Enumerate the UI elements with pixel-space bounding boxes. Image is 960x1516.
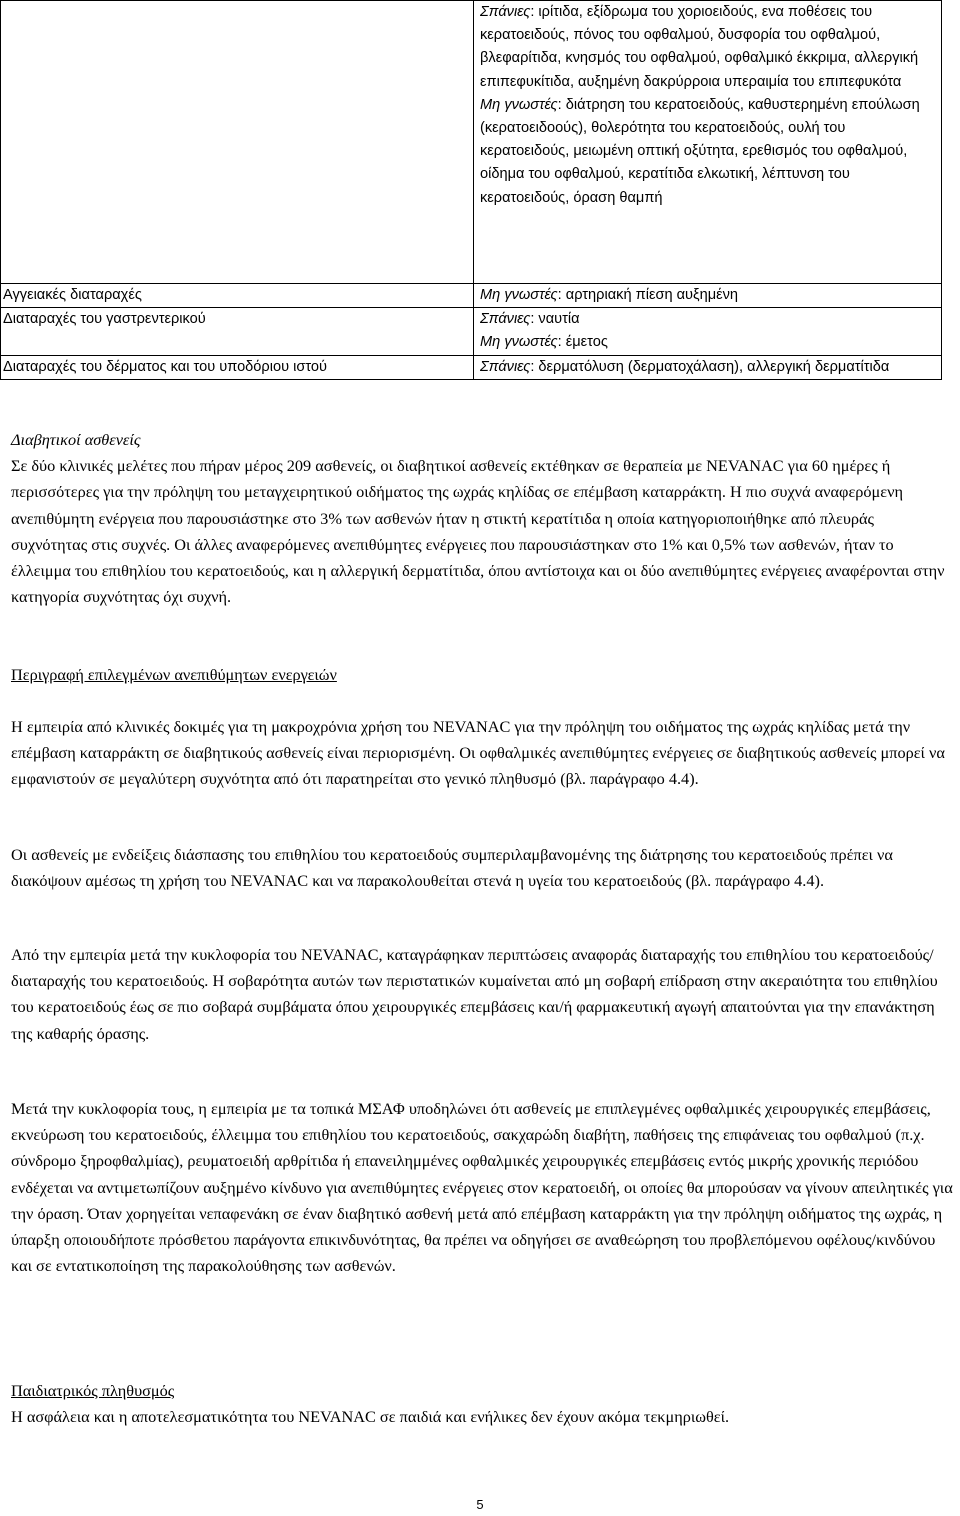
event-list: : ιρίτιδα, εξίδρωμα του χοριοειδούς, ενα ποθέσεις του κερατοειδούς, πόνος του οφθαλμού, δυσφορία του οφθαλμού, βλεφαρίτιδα, κνησμός του οφθαλμού, οφθαλμικό έκκριμα, αλλεργική επιπεφυκίτιδα, αυξημένη δακρύρροια υπεραιμία του επιπεφυκότα xyxy=(480,4,919,90)
frequency-label: Σπάνιες xyxy=(480,358,531,375)
event-list: : έμετος xyxy=(557,334,608,351)
paragraph: Από την εμπειρία μετά την κυκλοφορία του NEVANAC, καταγράφηκαν περιπτώσεις αναφοράς διαταραχής του επιθηλίου του κερατοειδούς/ διαταραχής του κερατοειδούς. Η σοβαρότητα αυτών των περιστατικών κυμαίνεται από μη σοβαρή επίδραση στην ακεραιότητα του επιθηλίου του κερατοειδούς έως σε πιο σοβαρά συμβάματα όπου χειρουργικές επεμβάσεις και/ή φαρμακευτική αγωγή απαιτούνται για την επανάκτηση της καθαρής όρασης. xyxy=(11,945,938,1043)
paragraph: Οι ασθενείς με ενδείξεις διάσπασης του επιθηλίου του κερατοειδούς συμπεριλαμβανομένης της διάτρησης του κερατοειδούς πρέπει να διακόψουν αμέσως τη χρήση του NEVANAC και να παρακολουθείται στενά η υγεία του κερατοειδούς (βλ. παράγραφο 4.4). xyxy=(11,845,893,891)
frequency-label: Σπάνιες xyxy=(480,4,531,20)
pediatric-section xyxy=(11,1378,953,1430)
table-cell-events xyxy=(474,284,942,308)
frequency-label: Μη γνωστές xyxy=(480,96,558,113)
diabetic-section xyxy=(11,427,953,610)
table-row xyxy=(1,308,942,355)
event-list: : αρτηριακή πίεση αυξημένη xyxy=(557,287,739,303)
table-cell-events xyxy=(474,355,942,379)
section-heading: Διαβητικοί ασθενείς xyxy=(11,430,141,449)
paragraph: Η ασφάλεια και η αποτελεσματικότητα του NEVANAC σε παιδιά και ενήλικες δεν έχουν ακόμα τεκμηριωθεί. xyxy=(11,1407,730,1427)
event-list: : ναυτία xyxy=(530,311,580,328)
paragraph: Μετά την κυκλοφορία τους, η εμπειρία με τα τοπικά ΜΣΑΦ υποδηλώνει ότι ασθενείς με επιπλεγμένες οφθαλμικές χειρουργικές επεμβάσεις, εκνεύρωση του κερατοειδούς, έλλειμμα του επιθηλίου του κερατοειδούς, σακχαρώδη διαβήτη, παθήσεις της επιφάνειας του οφθαλμού (π.χ. σύνδρομο ξηροφθαλμίας), ρευματοειδή αρθρίτιδα ή επανειλημμένες οφθαλμικές χειρουργικές επεμβάσεις εντός μικρής χρονικής περιόδου ενδέχεται να αντιμετωπίζουν αυξημένο κίνδυνο για ανεπιθύμητες ενέργειες στον κερατοειδή, οι οποίες θα μπορούσαν να γίνουν απειλητικές για την όραση. Όταν χορηγείται νεπαφενάκη σε έναν διαβητικό ασθενή μετά από επέμβαση καταρράκτη για την πρόληψη οιδήματος της ωχράς, η ύπαρξη οποιουδήποτε πρόσθετου παράγοντα επικινδυνότητας, θα πρέπει να οδηγήσει σε αναθεώρηση του προβλεπόμενου οφέλους/κινδύνου και σε εντατικοποίηση της παρακολούθησης των ασθενών. xyxy=(11,1099,953,1276)
adverse-events-table xyxy=(0,0,942,380)
section-heading: Παιδιατρικός πληθυσμός xyxy=(11,1381,175,1400)
section-heading: Περιγραφή επιλεγμένων ανεπιθύμητων ενεργειών xyxy=(11,665,337,684)
table-cell-events xyxy=(474,1,942,284)
page-number: 5 xyxy=(476,1497,484,1512)
table-cell-soc: Διαταραχές του δέρματος και του υποδόριου ιστού xyxy=(1,355,474,379)
table-cell-events xyxy=(474,308,942,355)
table-cell-soc: Διαταραχές του γαστρεντερικού xyxy=(1,308,474,355)
table-row xyxy=(1,355,942,379)
event-list: : διάτρηση του κερατοειδούς, καθυστερημένη επούλωση (κερατοειδοούς), θολερότητα του κερατοειδούς, ουλή του κερατοειδούς, μειωμένη οπτική οξύτητα, ερεθισμός του οφθαλμού, οίδημα του οφθαλμού, κερατίτιδα ελκωτική, λέπτυνση του κερατοειδούς, όραση θαμπή xyxy=(480,96,920,206)
frequency-label: Μη γνωστές xyxy=(480,287,558,303)
table-cell-soc xyxy=(1,1,474,284)
frequency-label: Σπάνιες xyxy=(480,311,531,328)
table-cell-soc: Αγγειακές διαταραχές xyxy=(1,284,474,308)
paragraph: Σε δύο κλινικές μελέτες που πήραν μέρος 209 ασθενείς, οι διαβητικοί ασθενείς εκτέθηκαν σε θεραπεία με NEVANAC για 60 ημέρες ή περισσότερες για την πρόληψη του μεταγχειρητικού οιδήματος της ωχράς κηλίδας σε επέμβαση καταρράκτη. Η πιο συχνά αναφερόμενη ανεπιθύμητη ενέργεια που παρουσιάστηκε στο 3% των ασθενών ήταν η στικτή κερατίτιδα η οποία κατηγοριοποιήθηκε από πλευράς συχνότητας στις συχνές. Οι άλλες αναφερόμενες ανεπιθύμητες ενέργειες που παρουσιάστηκαν στο 1% και 0,5% των ασθενών, ήταν το έλλειμμα του επιθηλίου του κερατοειδούς, και η αλλεργική δερματίτιδα, όπου αντίστοιχα και οι δύο ανεπιθύμητες ενέργειες αναφέρονται στην κατηγορία συχνότητας όχι συχνή. xyxy=(11,456,945,607)
paragraph: Η εμπειρία από κλινικές δοκιμές για τη μακροχρόνια χρήση του NEVANAC για την πρόληψη του οιδήματος της ωχράς κηλίδας μετά την επέμβαση καταρράκτη σε διαβητικούς ασθενείς είναι περιορισμένη. Οι οφθαλμικές ανεπιθύμητες ενέργειες σε διαβητικούς ασθενείς μπορεί να εμφανιστούν σε μεγαλύτερη συχνότητα από ότι παρατηρείται στο γενικό πληθυσμό (βλ. παράγραφο 4.4). xyxy=(11,717,945,789)
frequency-label: Μη γνωστές xyxy=(480,334,558,351)
event-list: : δερματόλυση (δερματοχάλαση), αλλεργική δερματίτιδα xyxy=(530,358,890,375)
table-row xyxy=(1,284,942,308)
table-row xyxy=(1,1,942,284)
selected-adverse-section xyxy=(11,662,953,688)
